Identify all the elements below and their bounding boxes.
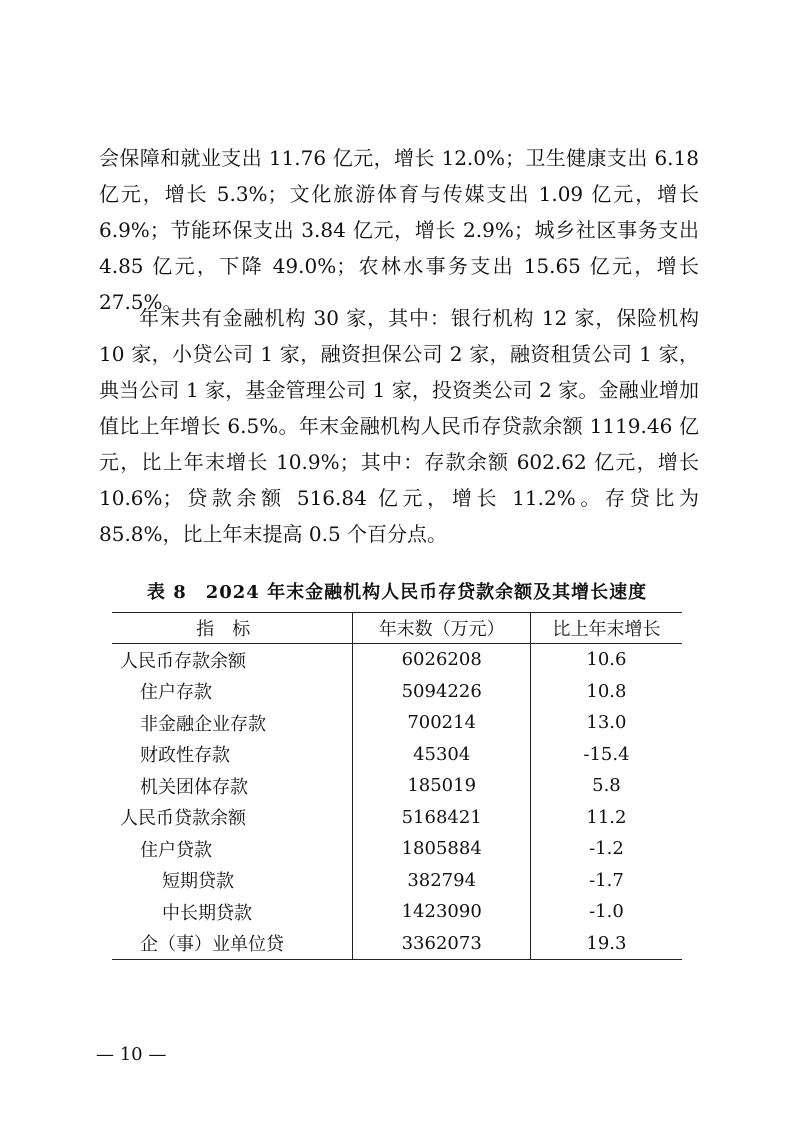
row-growth: -15.4 xyxy=(583,743,630,765)
table-row xyxy=(112,896,682,928)
row-growth: 13.0 xyxy=(586,712,627,734)
row-value: 700214 xyxy=(353,707,530,739)
row-growth: -1.0 xyxy=(589,901,624,923)
row-value: 1805884 xyxy=(353,833,530,865)
row-label: 机关团体存款 xyxy=(140,776,248,798)
header-growth: 比上年末增长 xyxy=(530,613,682,644)
table-row xyxy=(112,676,682,708)
table-row xyxy=(112,802,682,834)
row-label: 人民币存款余额 xyxy=(120,650,246,672)
header-indicator: 指标 xyxy=(112,613,353,644)
row-value: 185019 xyxy=(353,770,530,802)
table-row xyxy=(112,707,682,739)
row-value: 45304 xyxy=(353,739,530,771)
row-value: 5168421 xyxy=(353,802,530,834)
paragraph-financial-institutions: 年末共有金融机构 30 家，其中：银行机构 12 家，保险机构 10 家，小贷公司 1 家，融资担保公司 2 家，融资租赁公司 1 家，典当公司 1 家，基金管理公司 1 家，投资类公司 2 家。金融业增加值比上年增长 6.5%。年末金融机构人民币存贷款余额 1119.46 亿元，比上年末增长 10.9%；其中：存款余额 602.62 亿元，增长 10.6%；贷款余额 516.84 亿元，增长 11.2%。存贷比为 85.8%，比上年末提高 0.5 个百分点。 xyxy=(99,306,699,546)
table-row xyxy=(112,928,682,960)
row-growth: 5.8 xyxy=(592,775,621,797)
table-row xyxy=(112,770,682,802)
row-growth: -1.7 xyxy=(589,869,624,891)
row-growth: 11.2 xyxy=(586,806,627,828)
row-growth: 19.3 xyxy=(530,928,682,960)
row-label: 住户存款 xyxy=(140,682,212,704)
row-label: 人民币贷款余额 xyxy=(120,808,246,830)
row-growth: 10.6 xyxy=(586,649,627,671)
row-label: 住户贷款 xyxy=(140,839,212,861)
row-value: 1423090 xyxy=(353,896,530,928)
row-label: 企（事）业单位贷 xyxy=(112,928,353,960)
paragraph-expenditure: 会保障和就业支出 11.76 亿元，增长 12.0%；卫生健康支出 6.18 亿元，增长 5.3%；文化旅游体育与传媒支出 1.09 亿元，增长 6.9%；节能环保支出 3.84 亿元，增长 2.9%；城乡社区事务支出 4.85 亿元，下降 49.0%；农林水事务支出 15.65 亿元，增长 27.5%。 xyxy=(99,146,699,314)
row-label: 短期贷款 xyxy=(162,871,234,893)
row-value: 6026208 xyxy=(353,644,530,676)
row-growth: -1.2 xyxy=(589,838,624,860)
row-value: 3362073 xyxy=(353,928,530,960)
deposit-loan-table xyxy=(112,612,682,960)
table-header-row xyxy=(112,613,682,644)
row-label: 财政性存款 xyxy=(140,745,230,767)
page-number: — 10 — xyxy=(96,1044,167,1065)
table-title: 表 8 2024 年末金融机构人民币存贷款余额及其增长速度 xyxy=(146,582,648,603)
table-row xyxy=(112,865,682,897)
row-growth: 10.8 xyxy=(586,680,627,702)
header-year-end-value: 年末数（万元） xyxy=(353,613,530,644)
table-row xyxy=(112,739,682,771)
table-row xyxy=(112,833,682,865)
row-value: 5094226 xyxy=(353,676,530,708)
row-value: 382794 xyxy=(353,865,530,897)
row-label: 非金融企业存款 xyxy=(140,713,266,735)
table-row xyxy=(112,644,682,676)
row-label: 中长期贷款 xyxy=(162,902,252,924)
